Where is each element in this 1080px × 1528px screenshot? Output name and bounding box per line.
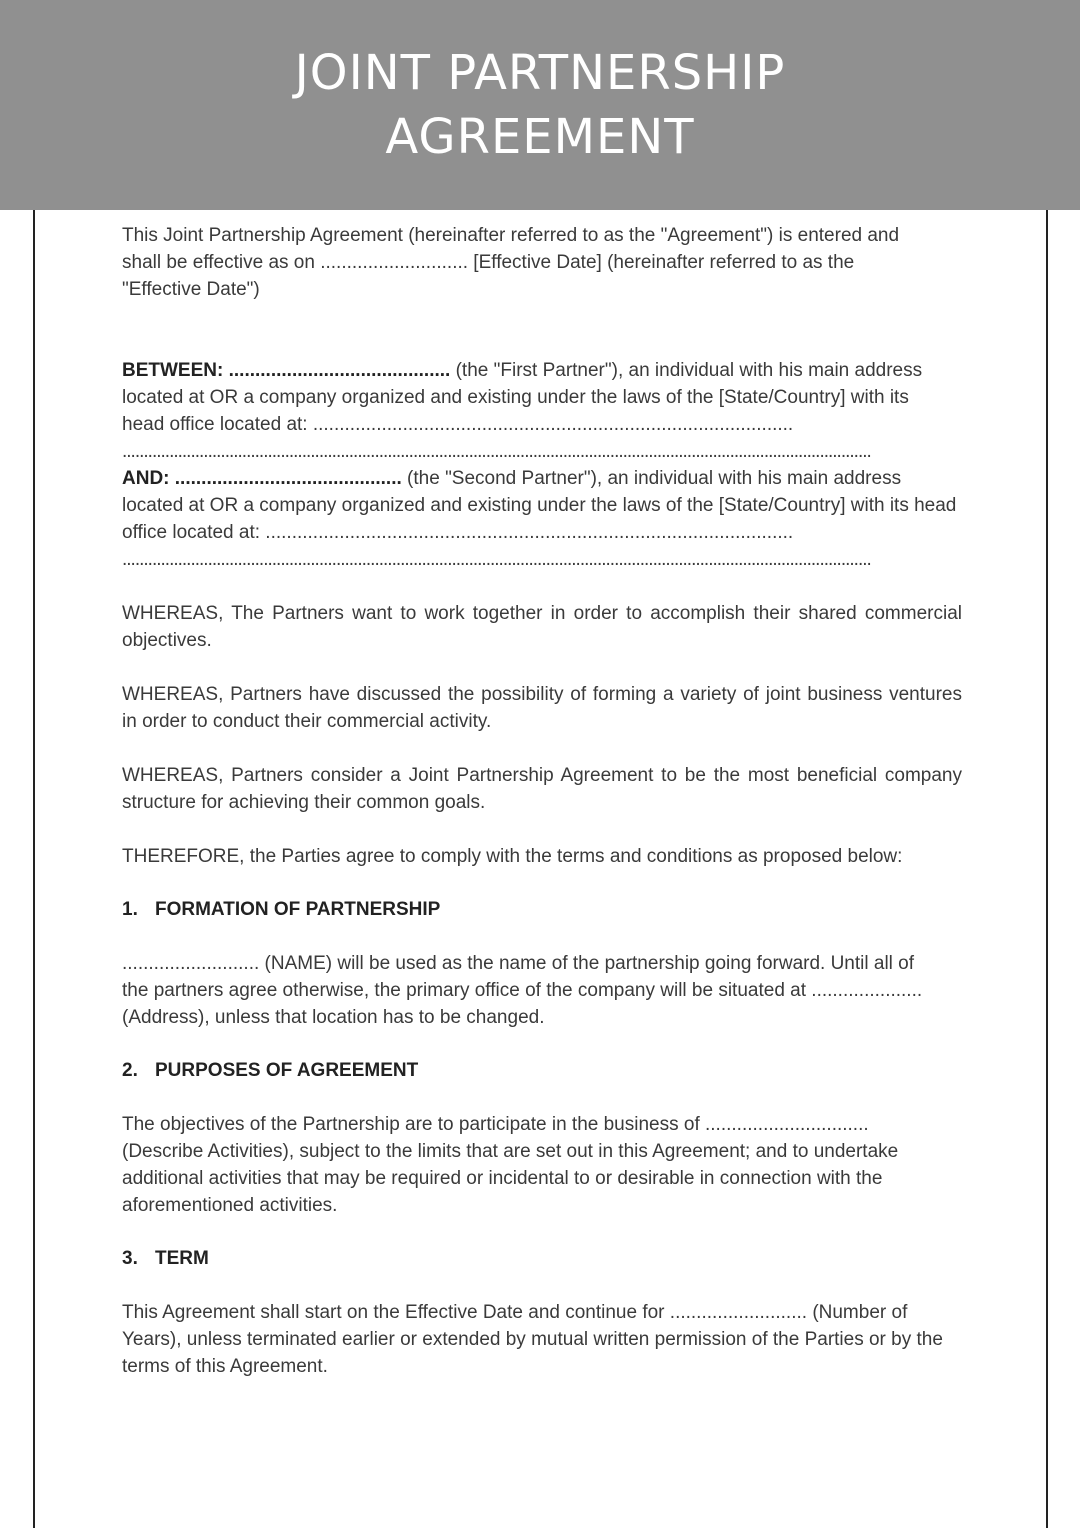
whereas-paragraph-1: WHEREAS, The Partners want to work together in order to accomplish their shared commercial objectives. [122,603,962,651]
section-3-text: This Agreement shall start on the Effective Date and continue for .......................... (Number of Years), unless terminated earlier or extended by mutual written permission of the Parties or by the terms of this Agreement. [122,1302,943,1377]
section-2-text: The objectives of the Partnership are to participate in the business of ............................... (Describe Activities), subject to the limits that are set out in this Agreement; and to undertake additional activities that may be required or incidental to or desirable in connection with the aforementioned activities. [122,1114,899,1216]
whereas-paragraph-3: WHEREAS, Partners consider a Joint Partnership Agreement to be the most beneficial company structure for achieving their common goals. [122,765,962,813]
whereas-paragraph-2: WHEREAS, Partners have discussed the possibility of forming a variety of joint business ventures in order to conduct their commercial activity. [122,684,962,732]
between-label: BETWEEN: .......................................... [122,360,451,381]
document-body [122,222,962,1380]
intro-paragraph: This Joint Partnership Agreement (hereinafter referred to as the "Agreement") is entered and shall be effective as on ............................ [Effective Date] (hereinafter referred to as the "Effective Date") [122,225,900,300]
title-banner [0,0,1080,210]
between-text: (the "First Partner"), an individual with his main address located at OR a company organized and existing under the laws of the [State/Country] with its head office located at: ........................................................................................... [122,360,923,435]
and-label: AND: ........................................... [122,468,402,489]
section-1-text: .......................... (NAME) will be used as the name of the partnership going forward. Until all of the partners agree otherwise, the primary office of the company will be situated at .....................(Address), unless that location has to be changed. [122,953,923,1028]
section-2-number: 2. [122,1060,138,1081]
and-clause [122,465,958,573]
banner-title: JOINT PARTNERSHIP AGREEMENT [294,45,786,165]
section-3-number: 3. [122,1248,138,1269]
and-dotted-line: ............................................................................................................................................................................... [122,549,871,570]
section-1-heading [122,896,962,923]
between-clause [122,357,948,465]
section-2-heading [122,1057,962,1084]
section-3-title: TERM [155,1248,209,1269]
section-2-title: PURPOSES OF AGREEMENT [155,1060,419,1081]
and-text: (the "Second Partner"), an individual with his main address located at OR a company organized and existing under the laws of the [State/Country] with its head office located at: .................................................................................................... [122,468,957,543]
between-dotted-line: ............................................................................................................................................................................... [122,441,871,462]
section-3-heading [122,1245,962,1272]
section-1-number: 1. [122,899,138,920]
therefore-paragraph: THEREFORE, the Parties agree to comply with the terms and conditions as proposed below: [122,846,903,867]
section-1-title: FORMATION OF PARTNERSHIP [155,899,441,920]
